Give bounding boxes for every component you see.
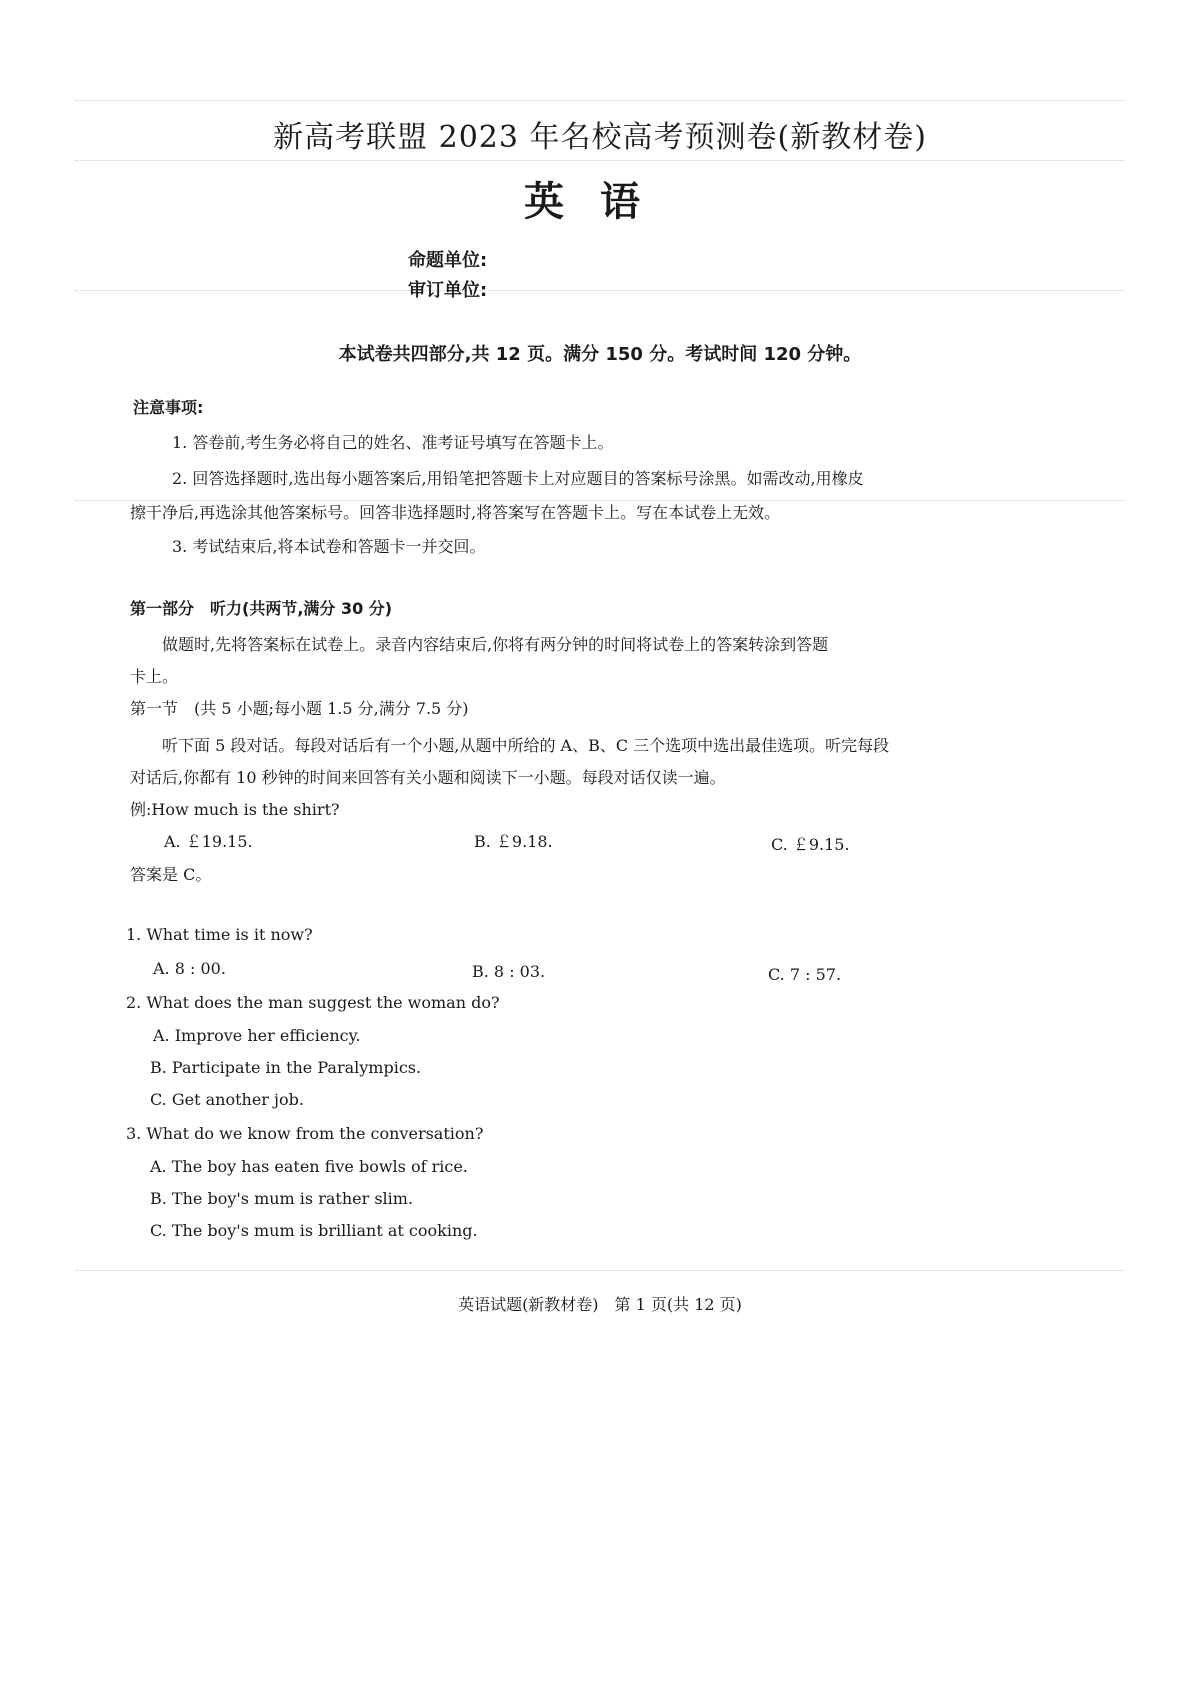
scan-artifact-line (75, 290, 1125, 291)
question-option: B. Participate in the Paralympics. (150, 1058, 422, 1077)
note-item: 1. 答卷前,考生务必将自己的姓名、准考证号填写在答题卡上。 (172, 433, 614, 452)
question-option: B. 8 : 03. (472, 962, 546, 981)
part1-intro: 做题时,先将答案标在试卷上。录音内容结束后,你将有两分钟的时间将试卷上的答案转涂到答题 (162, 635, 829, 654)
section1-instructions: 听下面 5 段对话。每段对话后有一个小题,从题中所给的 A、B、C 三个选项中选出最佳选项。听完每段 (162, 736, 890, 755)
example-option-c: C. ￡9.15. (771, 835, 850, 854)
example-question: 例:How much is the shirt? (130, 800, 340, 819)
example-option-b: B. ￡9.18. (474, 832, 553, 851)
section1-heading: 第一节 (共 5 小题;每小题 1.5 分,满分 7.5 分) (130, 699, 469, 718)
reviewer-label: 审订单位: (408, 280, 488, 301)
example-option-a: A. ￡19.15. (164, 832, 253, 851)
question-option: A. Improve her efficiency. (153, 1026, 361, 1045)
scan-artifact-line (75, 1270, 1125, 1271)
notes-heading: 注意事项: (133, 398, 204, 417)
scan-artifact-line (75, 100, 1125, 101)
page-footer: 英语试题(新教材卷) 第 1 页(共 12 页) (458, 1295, 742, 1314)
proposer-label: 命题单位: (408, 250, 488, 271)
note-item: 3. 考试结束后,将本试卷和答题卡一并交回。 (172, 537, 486, 556)
question-option: C. 7 : 57. (768, 965, 842, 984)
part1-heading: 第一部分 听力(共两节,满分 30 分) (130, 599, 393, 618)
question-stem: 2. What does the man suggest the woman do? (126, 993, 500, 1012)
exam-subject: 英语 (524, 179, 676, 225)
question-option: C. Get another job. (150, 1090, 304, 1109)
question-stem: 1. What time is it now? (126, 925, 313, 944)
question-option: A. 8 : 00. (153, 959, 226, 978)
note-item: 2. 回答选择题时,选出每小题答案后,用铅笔把答题卡上对应题目的答案标号涂黑。如需改动,用橡皮 (172, 469, 864, 488)
section1-instructions-cont: 对话后,你都有 10 秒钟的时间来回答有关小题和阅读下一小题。每段对话仅读一遍。 (130, 768, 726, 787)
question-option: A. The boy has eaten five bowls of rice. (150, 1157, 468, 1176)
scan-artifact-line (75, 160, 1125, 161)
question-option: B. The boy's mum is rather slim. (150, 1189, 414, 1208)
question-option: C. The boy's mum is brilliant at cooking. (150, 1221, 478, 1240)
part1-intro-cont: 卡上。 (130, 667, 179, 686)
note-item: 擦干净后,再选涂其他答案标号。回答非选择题时,将答案写在答题卡上。写在本试卷上无效。 (130, 503, 781, 522)
exam-summary: 本试卷共四部分,共 12 页。满分 150 分。考试时间 120 分钟。 (338, 344, 862, 365)
question-stem: 3. What do we know from the conversation? (126, 1124, 484, 1143)
exam-title: 新高考联盟 2023 年名校高考预测卷(新教材卷) (273, 120, 927, 155)
example-answer: 答案是 C。 (130, 865, 212, 884)
